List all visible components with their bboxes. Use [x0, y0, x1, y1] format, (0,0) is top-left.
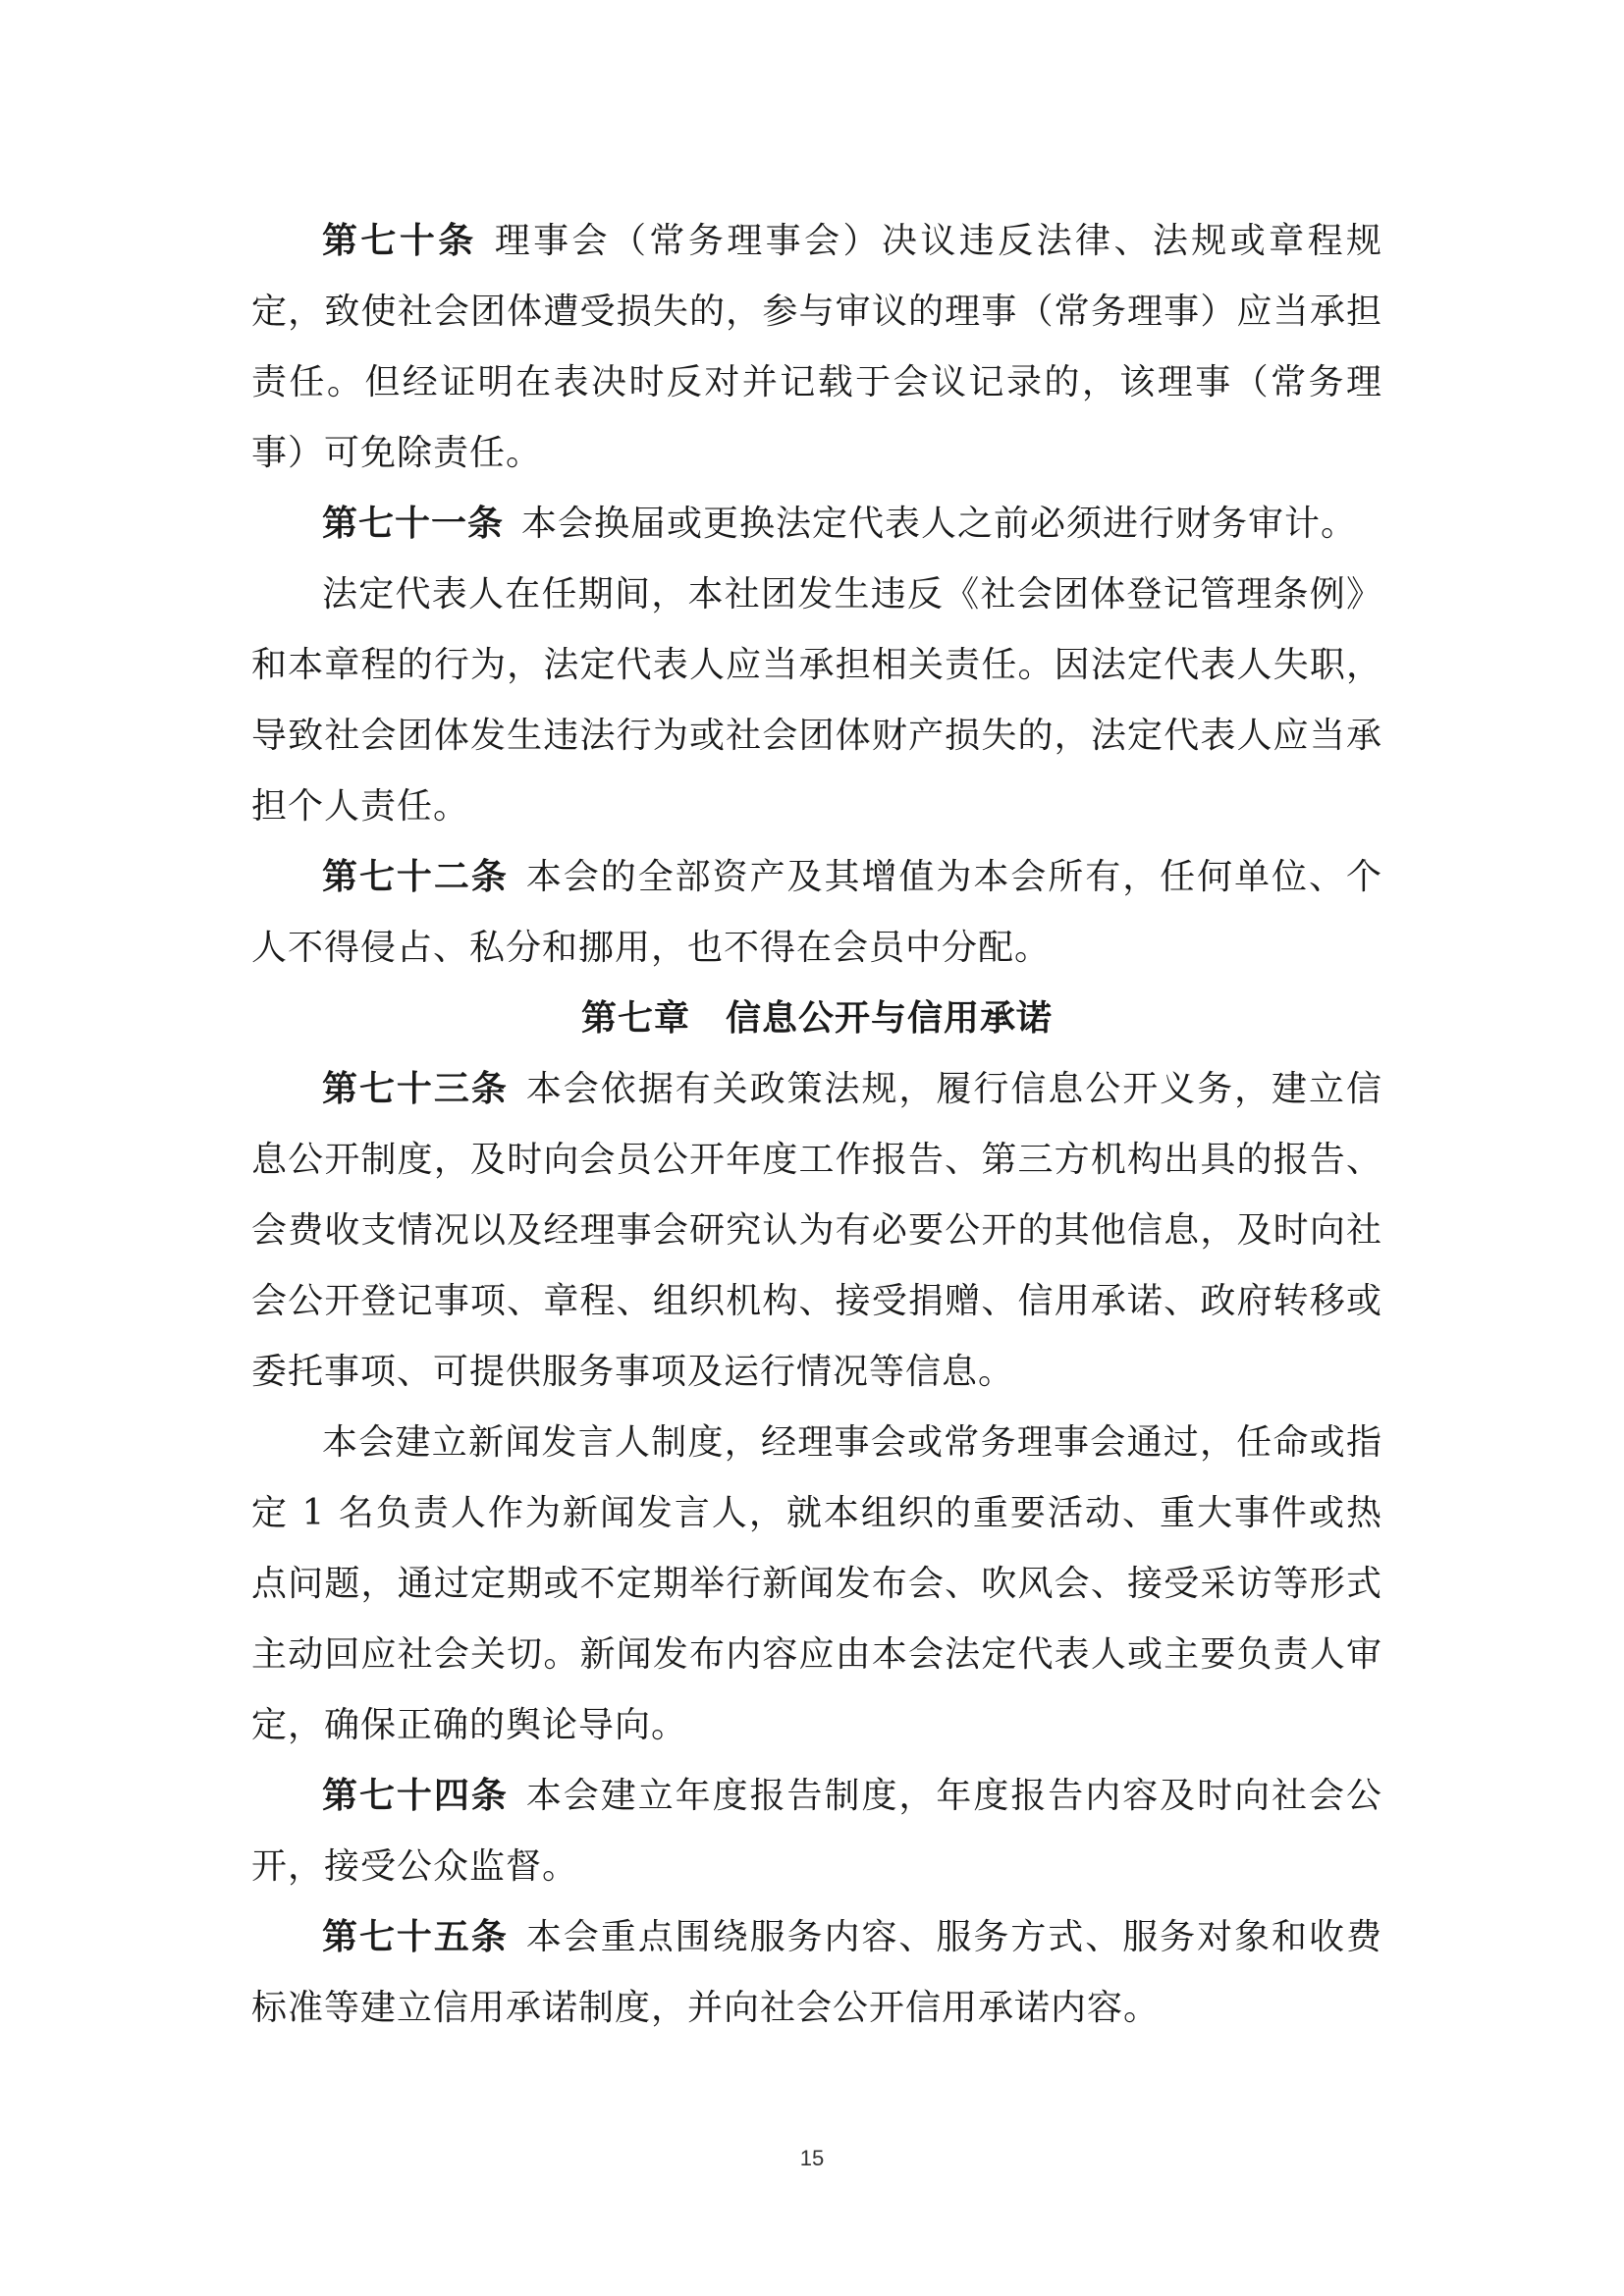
chapter-7-heading — [251, 984, 1382, 1054]
article-74 — [251, 1761, 1382, 1902]
page-number: 15 — [799, 2146, 825, 2170]
article-75-label: 第七十五条 — [322, 1917, 509, 1957]
document-body — [251, 206, 1382, 2044]
article-71-label: 第七十一条 — [322, 504, 505, 544]
article-73-text: 本会依据有关政策法规，履行信息公开义务，建立信息公开制度，及时向会员公开年度工作报告、第三方机构出具的报告、会费收支情况以及经理事会研究认为有必要公开的其他信息，及时向社会公开登记事项、章程、组织机构、接受捐赠、信用承诺、政府转移或委托事项、可提供服务事项及运行情况等信息。 — [251, 1069, 1382, 1392]
article-75 — [251, 1902, 1382, 2044]
article-75-text: 本会重点围绕服务内容、服务方式、服务对象和收费标准等建立信用承诺制度，并向社会公开信用承诺内容。 — [251, 1917, 1382, 2028]
article-74-label: 第七十四条 — [322, 1776, 509, 1816]
article-70-label: 第七十条 — [322, 221, 477, 261]
article-72-label: 第七十二条 — [322, 857, 509, 897]
article-71 — [251, 489, 1382, 560]
article-74-text: 本会建立年度报告制度，年度报告内容及时向社会公开，接受公众监督。 — [251, 1776, 1382, 1887]
article-73 — [251, 1054, 1382, 1408]
article-71-text: 本会换届或更换法定代表人之前必须进行财务审计。 — [521, 504, 1358, 544]
article-71-paragraph-2: 法定代表人在任期间，本社团发生违反《社会团体登记管理条例》和本章程的行为，法定代表人应当承担相关责任。因法定代表人失职，导致社会团体发生违法行为或社会团体财产损失的，法定代表人应当承担个人责任。 — [251, 574, 1382, 827]
chapter-7-number: 第七章 — [580, 998, 690, 1039]
article-70-text: 理事会（常务理事会）决议违反法律、法规或章程规定，致使社会团体遭受损失的，参与审议的理事（常务理事）应当承担责任。但经证明在表决时反对并记载于会议记录的，该理事（常务理事）可免除责任。 — [251, 221, 1382, 473]
article-70 — [251, 206, 1382, 489]
article-72 — [251, 842, 1382, 984]
article-73-paragraph-2: 本会建立新闻发言人制度，经理事会或常务理事会通过，任命或指定 1 名负责人作为新闻发言人，就本组织的重要活动、重大事件或热点问题，通过定期或不定期举行新闻发布会、吹风会、接受采访等形式主动回应社会关切。新闻发布内容应由本会法定代表人或主要负责人审定，确保正确的舆论导向。 — [251, 1422, 1382, 1745]
chapter-7-title: 信息公开与信用承诺 — [726, 998, 1054, 1039]
article-73-label: 第七十三条 — [322, 1069, 509, 1109]
article-72-text: 本会的全部资产及其增值为本会所有，任何单位、个人不得侵占、私分和挪用，也不得在会员中分配。 — [251, 857, 1382, 968]
